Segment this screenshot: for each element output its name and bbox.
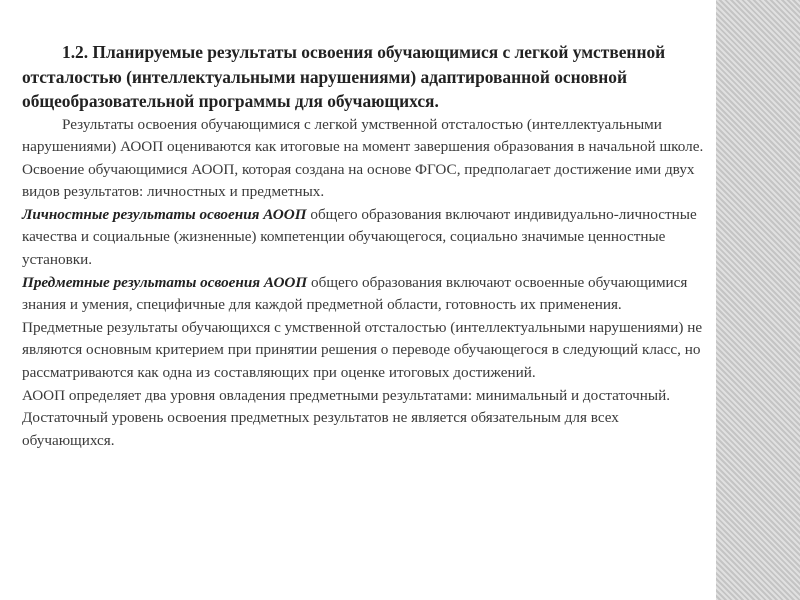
decorative-side-panel bbox=[716, 0, 800, 600]
slide-content bbox=[22, 40, 708, 452]
intro-paragraph: Результаты освоения обучающимися с легкой умственной отсталостью (интеллектуальными нарушениями) АООП оцениваются как итоговые на момент завершения образования в начальной школе. Освоение обучающимися АООП, которая создана на основе ФГОС, предполагает достижение ими двух видов результатов: личностных и предметных. bbox=[22, 115, 704, 201]
criteria-paragraph: Предметные результаты обучающихся с умственной отсталостью (интеллектуальными нарушениями) не являются основным критерием при принятии решения о переводе обучающегося в следующий класс, но рассматриваются как одна из составляющих при оценке итоговых достижений. bbox=[22, 318, 703, 382]
section-heading: 1.2. Планируемые результаты освоения обучающимися с легкой умственной отсталостью (интеллектуальными нарушениями) адаптированной основной общеобразовательной программы для обучающихся. bbox=[22, 42, 666, 111]
levels-paragraph: АООП определяет два уровня овладения предметными результатами: минимальный и достаточный. Достаточный уровень освоения предметных результатов не является обязательным для всех обучающихся. bbox=[22, 386, 671, 449]
personal-results-text: общего образования включают индивидуально-личностные качества и социальные (жизненные) компетенции обучающегося, социально значимые ценностные установки. bbox=[22, 205, 697, 269]
subject-results-text: общего образования включают освоенные обучающимися знания и умения, специфичные для каждой предметной области, готовность их применения. bbox=[22, 273, 688, 314]
subject-results-paragraph bbox=[22, 272, 708, 317]
personal-results-paragraph bbox=[22, 204, 708, 272]
subject-results-lead: Предметные результаты освоения АООП bbox=[22, 273, 308, 291]
personal-results-lead: Личностные результаты освоения АООП bbox=[22, 205, 307, 223]
